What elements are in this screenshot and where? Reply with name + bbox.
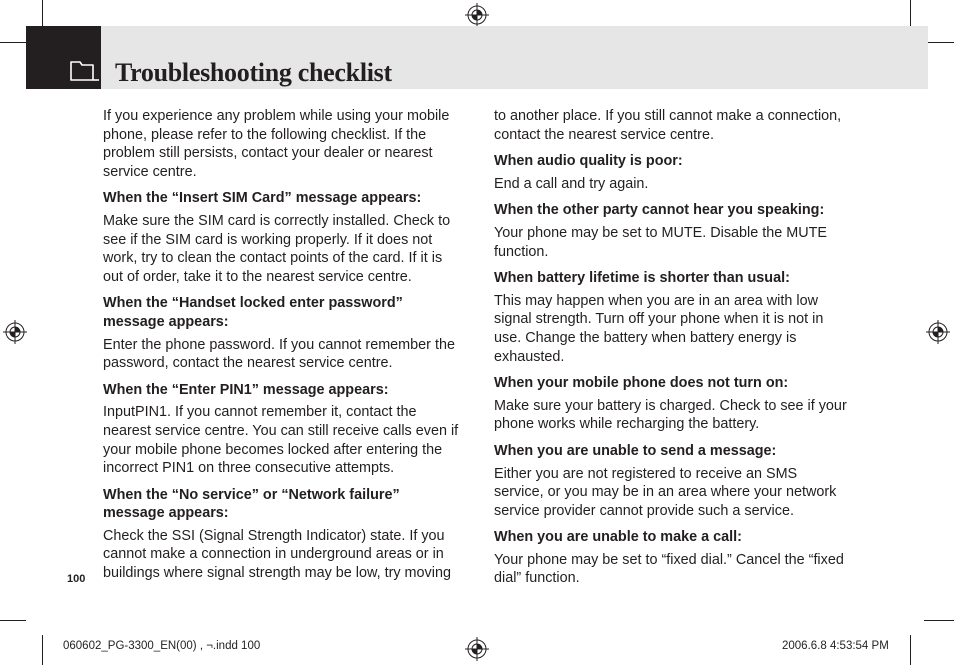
section-body: Make sure the SIM card is correctly installed. Check to see if the SIM card is working properly. If it does not work, try to clean the contact points of the card. If it is out of order, take it to the nearest service centre. bbox=[103, 212, 451, 285]
crop-mark bbox=[924, 42, 954, 43]
section-body: Enter the phone password. If you cannot remember the password, contact the nearest service centre. bbox=[103, 336, 455, 372]
page-number: 100 bbox=[67, 573, 86, 585]
section-body: Make sure your battery is charged. Check to see if your phone works while recharging the battery. bbox=[494, 397, 847, 433]
crop-mark bbox=[42, 0, 43, 26]
registration-mark-icon bbox=[3, 320, 27, 344]
section-body: Your phone may be set to “fixed dial.” Cancel the “fixed dial” function. bbox=[494, 551, 844, 587]
continued-paragraph: to another place. If you still cannot make a connection, contact the nearest service centre. bbox=[494, 108, 842, 143]
footer-timestamp: 2006.6.8 4:53:54 PM bbox=[782, 640, 889, 652]
right-column bbox=[494, 107, 850, 588]
crop-mark bbox=[0, 620, 26, 621]
section-body: Your phone may be set to MUTE. Disable the MUTE function. bbox=[494, 224, 828, 260]
section-heading: When the other party cannot hear you speaking: bbox=[494, 202, 825, 219]
left-column bbox=[103, 107, 463, 583]
section-body: Either you are not registered to receive an SMS service, or you may be in an area where your network service provider cannot provide such a service. bbox=[494, 465, 837, 519]
section-heading: When the “Handset locked enter password” message appears: bbox=[103, 295, 403, 330]
crop-mark bbox=[910, 635, 911, 665]
section-body: This may happen when you are in an area with low signal strength. Turn off your phone when it is not in use. Change the battery when battery energy is exhausted. bbox=[494, 292, 824, 365]
registration-mark-icon bbox=[926, 320, 950, 344]
crop-mark bbox=[42, 635, 43, 665]
crop-mark bbox=[0, 42, 26, 43]
folder-icon bbox=[69, 58, 101, 84]
registration-mark-icon bbox=[465, 637, 489, 661]
footer-file-info: 060602_PG-3300_EN(00) , ¬.indd 100 bbox=[63, 640, 261, 652]
section-heading: When battery lifetime is shorter than usual: bbox=[494, 270, 790, 287]
registration-mark-icon bbox=[465, 3, 489, 27]
section-heading: When your mobile phone does not turn on: bbox=[494, 375, 789, 392]
intro-paragraph: If you experience any problem while using your mobile phone, please refer to the following checklist. If the problem still persists, contact your dealer or nearest service centre. bbox=[103, 108, 450, 180]
section-heading: When audio quality is poor: bbox=[494, 153, 683, 170]
section-body: Check the SSI (Signal Strength Indicator) state. If you cannot make a connection in underground areas or in buildings where signal strength may be low, try moving bbox=[103, 527, 451, 582]
section-heading: When the “Insert SIM Card” message appears: bbox=[103, 190, 422, 207]
section-heading: When you are unable to make a call: bbox=[494, 529, 742, 546]
section-heading: When you are unable to send a message: bbox=[494, 442, 777, 459]
section-heading: When the “No service” or “Network failure” message appears: bbox=[103, 486, 400, 522]
crop-mark bbox=[910, 0, 911, 26]
section-body: End a call and try again. bbox=[494, 175, 649, 192]
page-title: Troubleshooting checklist bbox=[115, 58, 392, 87]
crop-mark bbox=[924, 620, 954, 621]
section-body: InputPIN1. If you cannot remember it, contact the nearest service centre. You can still receive calls even if your mobile phone becomes locked after entering the incorrect PIN1 on three consecutive attempts. bbox=[103, 404, 459, 477]
section-heading: When the “Enter PIN1” message appears: bbox=[103, 381, 389, 398]
